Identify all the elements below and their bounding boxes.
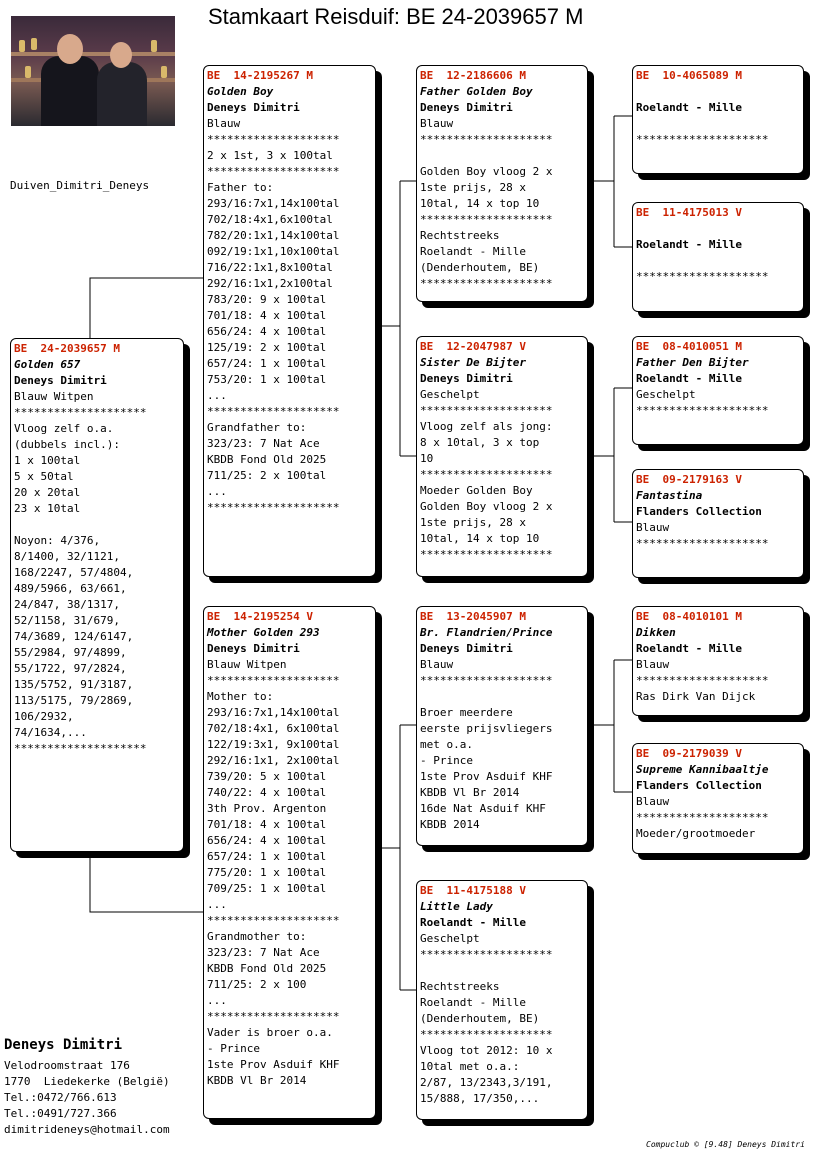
ring-number: BE 24-2039657 M (14, 342, 120, 355)
card-text-line: 106/2932, (14, 710, 74, 723)
ring-number: BE 12-2047987 V (420, 340, 526, 353)
card-text-line: 16de Nat Asduif KHF (420, 802, 546, 815)
card-text-line: 1 x 100tal (14, 454, 81, 467)
card-text-line: Rechtstreeks (420, 980, 500, 993)
card-text-line: ******************** (636, 270, 769, 283)
card-text-line: ******************** (420, 948, 553, 961)
card-text-line: 092/19:1x1,10x100tal (207, 245, 340, 258)
card-text-line: ******************** (14, 742, 147, 755)
pedigree-card-fm-mother[interactable] (632, 469, 804, 578)
card-text-line: 657/24: 1 x 100tal (207, 357, 327, 370)
card-text-line: ... (207, 898, 227, 911)
card-text-line: 656/24: 4 x 100tal (207, 325, 327, 338)
pedigree-card-mf-father[interactable] (632, 606, 804, 716)
breeder-name: Deneys Dimitri (207, 101, 300, 114)
card-text-line: Golden Boy vloog 2 x (420, 165, 553, 178)
card-text-line: ******************** (420, 404, 553, 417)
card-text-line: 702/18:4x1,6x100tal (207, 213, 333, 226)
card-text-line: Geschelpt (420, 932, 480, 945)
ring-number: BE 08-4010051 M (636, 340, 742, 353)
card-text-line: ... (207, 389, 227, 402)
pedigree-card-mother-mother[interactable] (416, 880, 588, 1120)
card-text-line: Vloog tot 2012: 10 x (420, 1044, 553, 1057)
card-text-line: 10 (420, 452, 434, 465)
pedigree-card-mf-mother[interactable] (632, 743, 804, 854)
card-text-line: Blauw (636, 521, 670, 534)
card-text-line: 716/22:1x1,8x100tal (207, 261, 333, 274)
breeder-name: Deneys Dimitri (14, 374, 107, 387)
card-text-line: ******************** (207, 501, 340, 514)
pedigree-card-father-mother[interactable] (416, 336, 588, 577)
card-text-line: 125/19: 2 x 100tal (207, 341, 327, 354)
ring-number: BE 14-2195267 M (207, 69, 313, 82)
card-text-line: 74/1634,... (14, 726, 87, 739)
card-text-line: Grandfather to: (207, 421, 307, 434)
pedigree-card-ff-father[interactable] (632, 65, 804, 174)
card-text-line (636, 116, 803, 132)
pigeon-name (636, 221, 803, 237)
card-text-line: 1ste prijs, 28 x (420, 516, 526, 529)
card-text-line: 24/847, 38/1317, (14, 598, 120, 611)
card-text-line: 323/23: 7 Nat Ace (207, 946, 320, 959)
card-text-line: (Denderhoutem, BE) (420, 261, 540, 274)
ring-number: BE 13-2045907 M (420, 610, 526, 623)
card-text-line: Blauw (636, 658, 670, 671)
card-text-line: Ras Dirk Van Dijck (636, 690, 756, 703)
card-text-line: ******************** (207, 405, 340, 418)
card-text-line: ******************** (14, 406, 147, 419)
card-text-line: 293/16:7x1,14x100tal (207, 706, 340, 719)
card-text-line: Broer meerdere (420, 706, 513, 719)
card-text-line: Golden Boy vloog 2 x (420, 500, 553, 513)
breeder-name: Deneys Dimitri (420, 101, 513, 114)
pigeon-name (636, 84, 803, 100)
card-text-line: ******************** (420, 213, 553, 226)
card-text-line: 656/24: 4 x 100tal (207, 834, 327, 847)
pedigree-card-mother-father[interactable] (416, 606, 588, 846)
card-text-line: 20 x 20tal (14, 486, 81, 499)
ring-number: BE 11-4175188 V (420, 884, 526, 897)
card-text-line: Moeder Golden Boy (420, 484, 533, 497)
card-text-line: ******************** (207, 1010, 340, 1023)
card-text-line: Blauw Witpen (14, 390, 94, 403)
card-text-line: ******************** (420, 277, 553, 290)
card-text-line: - Prince (420, 754, 473, 767)
pedigree-card-subject[interactable] (10, 338, 184, 852)
card-text-line: 1ste Prov Asduif KHF (207, 1058, 340, 1071)
card-text-line: 753/20: 1 x 100tal (207, 373, 327, 386)
card-text-line: Vloog zelf o.a. (14, 422, 114, 435)
card-text-line: (Denderhoutem, BE) (420, 1012, 540, 1025)
owner-phone-2: Tel.:0491/727.366 (4, 1107, 117, 1120)
pedigree-card-father[interactable] (203, 65, 376, 577)
card-text-line: Rechtstreeks (420, 229, 500, 242)
card-text-line: KBDB Fond Old 2025 (207, 962, 327, 975)
card-text-line: 657/24: 1 x 100tal (207, 850, 327, 863)
card-text-line: Father to: (207, 181, 274, 194)
card-text-line: 783/20: 9 x 100tal (207, 293, 327, 306)
card-text-line: Blauw (207, 117, 241, 130)
pigeon-name: Br. Flandrien/Prince (420, 626, 553, 639)
card-text-line: ... (207, 994, 227, 1007)
pigeon-name: Father Den Bijter (636, 356, 749, 369)
card-text-line: 709/25: 1 x 100tal (207, 882, 327, 895)
card-text-line: eerste prijsvliegers (420, 722, 553, 735)
pigeon-name: Golden 657 (14, 358, 81, 371)
card-text-line: 775/20: 1 x 100tal (207, 866, 327, 879)
card-text-line: 2/87, 13/2343,3/191, (420, 1076, 553, 1089)
card-text-line: 293/16:7x1,14x100tal (207, 197, 340, 210)
card-text-line: ... (207, 485, 227, 498)
card-text-line: Vader is broer o.a. (207, 1026, 333, 1039)
card-text-line: 15/888, 17/350,... (420, 1092, 540, 1105)
card-text-line: (dubbels incl.): (14, 438, 120, 451)
page-title: Stamkaart Reisduif: BE 24-2039657 M (208, 4, 584, 29)
card-text-line: - Prince (207, 1042, 260, 1055)
card-text-line: 168/2247, 57/4804, (14, 566, 134, 579)
card-text-line: 701/18: 4 x 100tal (207, 309, 327, 322)
card-text-line: 10tal, 14 x top 10 (420, 532, 540, 545)
card-text-line: Geschelpt (636, 388, 696, 401)
card-text-line: 782/20:1x1,14x100tal (207, 229, 340, 242)
owner-name: Deneys Dimitri (4, 1037, 123, 1053)
card-text-line: ******************** (636, 537, 769, 550)
card-text-line: KBDB Fond Old 2025 (207, 453, 327, 466)
card-text-line: 55/2984, 97/4899, (14, 646, 127, 659)
card-text-line: KBDB 2014 (420, 818, 480, 831)
pigeon-name: Little Lady (420, 900, 493, 913)
pigeon-name: Golden Boy (207, 85, 274, 98)
pigeon-name: Sister De Bijter (420, 356, 526, 369)
card-text-line: ******************** (420, 674, 553, 687)
card-text-line: Moeder/grootmoeder (636, 827, 756, 840)
breeder-name: Flanders Collection (636, 779, 762, 792)
card-text-line: 1ste Prov Asduif KHF (420, 770, 553, 783)
card-text-line: Roelandt - Mille (420, 245, 526, 258)
card-text-line: ******************** (207, 914, 340, 927)
card-text-line: Roelandt - Mille (420, 996, 526, 1009)
card-text-line: Noyon: 4/376, (14, 534, 101, 547)
card-text-line: ******************** (420, 1028, 553, 1041)
card-text-line: Blauw (636, 795, 670, 808)
card-text-line: 23 x 10tal (14, 502, 81, 515)
card-text-line (420, 148, 587, 164)
card-text-line: ******************** (636, 133, 769, 146)
pigeon-name: Fantastina (636, 489, 703, 502)
tagline: Duiven_Dimitri_Deneys (10, 179, 150, 192)
footer-credit: Compuclub © [9.48] Deneys Dimitri (646, 1140, 805, 1149)
card-text-line: Grandmother to: (207, 930, 307, 943)
card-text-line: 10tal met o.a.: (420, 1060, 520, 1073)
card-text-line: 292/16:1x1,2x100tal (207, 277, 333, 290)
owner-photo (11, 16, 175, 126)
card-text-line: Blauw (420, 658, 454, 671)
ring-number: BE 12-2186606 M (420, 69, 526, 82)
card-text-line: 113/5175, 79/2869, (14, 694, 134, 707)
breeder-name: Deneys Dimitri (420, 372, 513, 385)
pedigree-card-father-father[interactable] (416, 65, 588, 302)
card-text-line: 74/3689, 124/6147, (14, 630, 134, 643)
card-text-line: 8/1400, 32/1121, (14, 550, 120, 563)
card-text-line: 711/25: 2 x 100 (207, 978, 307, 991)
card-text-line: Blauw (420, 117, 454, 130)
card-text-line: 5 x 50tal (14, 470, 74, 483)
card-text-line: 489/5966, 63/661, (14, 582, 127, 595)
breeder-name: Roelandt - Mille (636, 372, 742, 385)
breeder-name: Flanders Collection (636, 505, 762, 518)
owner-phone-1: Tel.:0472/766.613 (4, 1091, 117, 1104)
card-text-line: 702/18:4x1, 6x100tal (207, 722, 340, 735)
card-text-line: ******************** (420, 548, 553, 561)
breeder-name: Deneys Dimitri (420, 642, 513, 655)
card-text-line: KBDB Vl Br 2014 (420, 786, 520, 799)
pigeon-name: Dikken (636, 626, 676, 639)
owner-street: Velodroomstraat 176 (4, 1059, 130, 1072)
breeder-name: Roelandt - Mille (636, 101, 742, 114)
card-text-line: 1ste prijs, 28 x (420, 181, 526, 194)
owner-email[interactable]: dimitrideneys@hotmail.com (4, 1123, 170, 1136)
ring-number: BE 08-4010101 M (636, 610, 742, 623)
card-text-line: ******************** (207, 133, 340, 146)
pedigree-card-ff-mother[interactable] (632, 202, 804, 312)
ring-number: BE 14-2195254 V (207, 610, 313, 623)
card-text-line: ******************** (207, 165, 340, 178)
card-text-line: 8 x 10tal, 3 x top (420, 436, 540, 449)
breeder-name: Roelandt - Mille (636, 238, 742, 251)
card-text-line: 711/25: 2 x 100tal (207, 469, 327, 482)
pigeon-name: Mother Golden 293 (207, 626, 320, 639)
breeder-name: Roelandt - Mille (636, 642, 742, 655)
card-text-line: ******************** (636, 811, 769, 824)
card-text-line: 2 x 1st, 3 x 100tal (207, 149, 333, 162)
pedigree-card-mother[interactable] (203, 606, 376, 1119)
card-text-line: 701/18: 4 x 100tal (207, 818, 327, 831)
card-text-line (420, 689, 587, 705)
card-text-line: ******************** (420, 133, 553, 146)
card-text-line: ******************** (636, 674, 769, 687)
card-text-line: 292/16:1x1, 2x100tal (207, 754, 340, 767)
card-text-line: 55/1722, 97/2824, (14, 662, 127, 675)
breeder-name: Roelandt - Mille (420, 916, 526, 929)
card-text-line: 122/19:3x1, 9x100tal (207, 738, 340, 751)
pigeon-name: Supreme Kannibaaltje (636, 763, 769, 776)
card-text-line (636, 253, 803, 269)
ring-number: BE 11-4175013 V (636, 206, 742, 219)
card-text-line: 3th Prov. Argenton (207, 802, 327, 815)
card-text-line: ******************** (420, 468, 553, 481)
card-text-line: 323/23: 7 Nat Ace (207, 437, 320, 450)
pedigree-card-fm-father[interactable] (632, 336, 804, 445)
card-text-line: 740/22: 4 x 100tal (207, 786, 327, 799)
card-text-line: Mother to: (207, 690, 274, 703)
breeder-name: Deneys Dimitri (207, 642, 300, 655)
card-text-line: ******************** (207, 674, 340, 687)
card-text-line: KBDB Vl Br 2014 (207, 1074, 307, 1087)
ring-number: BE 10-4065089 M (636, 69, 742, 82)
card-text-line: 52/1158, 31/679, (14, 614, 120, 627)
card-text-line: ******************** (636, 404, 769, 417)
card-text-line (14, 517, 183, 533)
pigeon-name: Father Golden Boy (420, 85, 533, 98)
card-text-line: Vloog zelf als jong: (420, 420, 553, 433)
owner-city: 1770 Liedekerke (België) (4, 1075, 170, 1088)
card-text-line: 739/20: 5 x 100tal (207, 770, 327, 783)
card-text-line: 135/5752, 91/3187, (14, 678, 134, 691)
ring-number: BE 09-2179163 V (636, 473, 742, 486)
card-text-line: 10tal, 14 x top 10 (420, 197, 540, 210)
card-text-line: Blauw Witpen (207, 658, 287, 671)
owner-contact (4, 1036, 170, 1138)
card-text-line (420, 963, 587, 979)
card-text-line: Geschelpt (420, 388, 480, 401)
card-text-line: met o.a. (420, 738, 473, 751)
ring-number: BE 09-2179039 V (636, 747, 742, 760)
